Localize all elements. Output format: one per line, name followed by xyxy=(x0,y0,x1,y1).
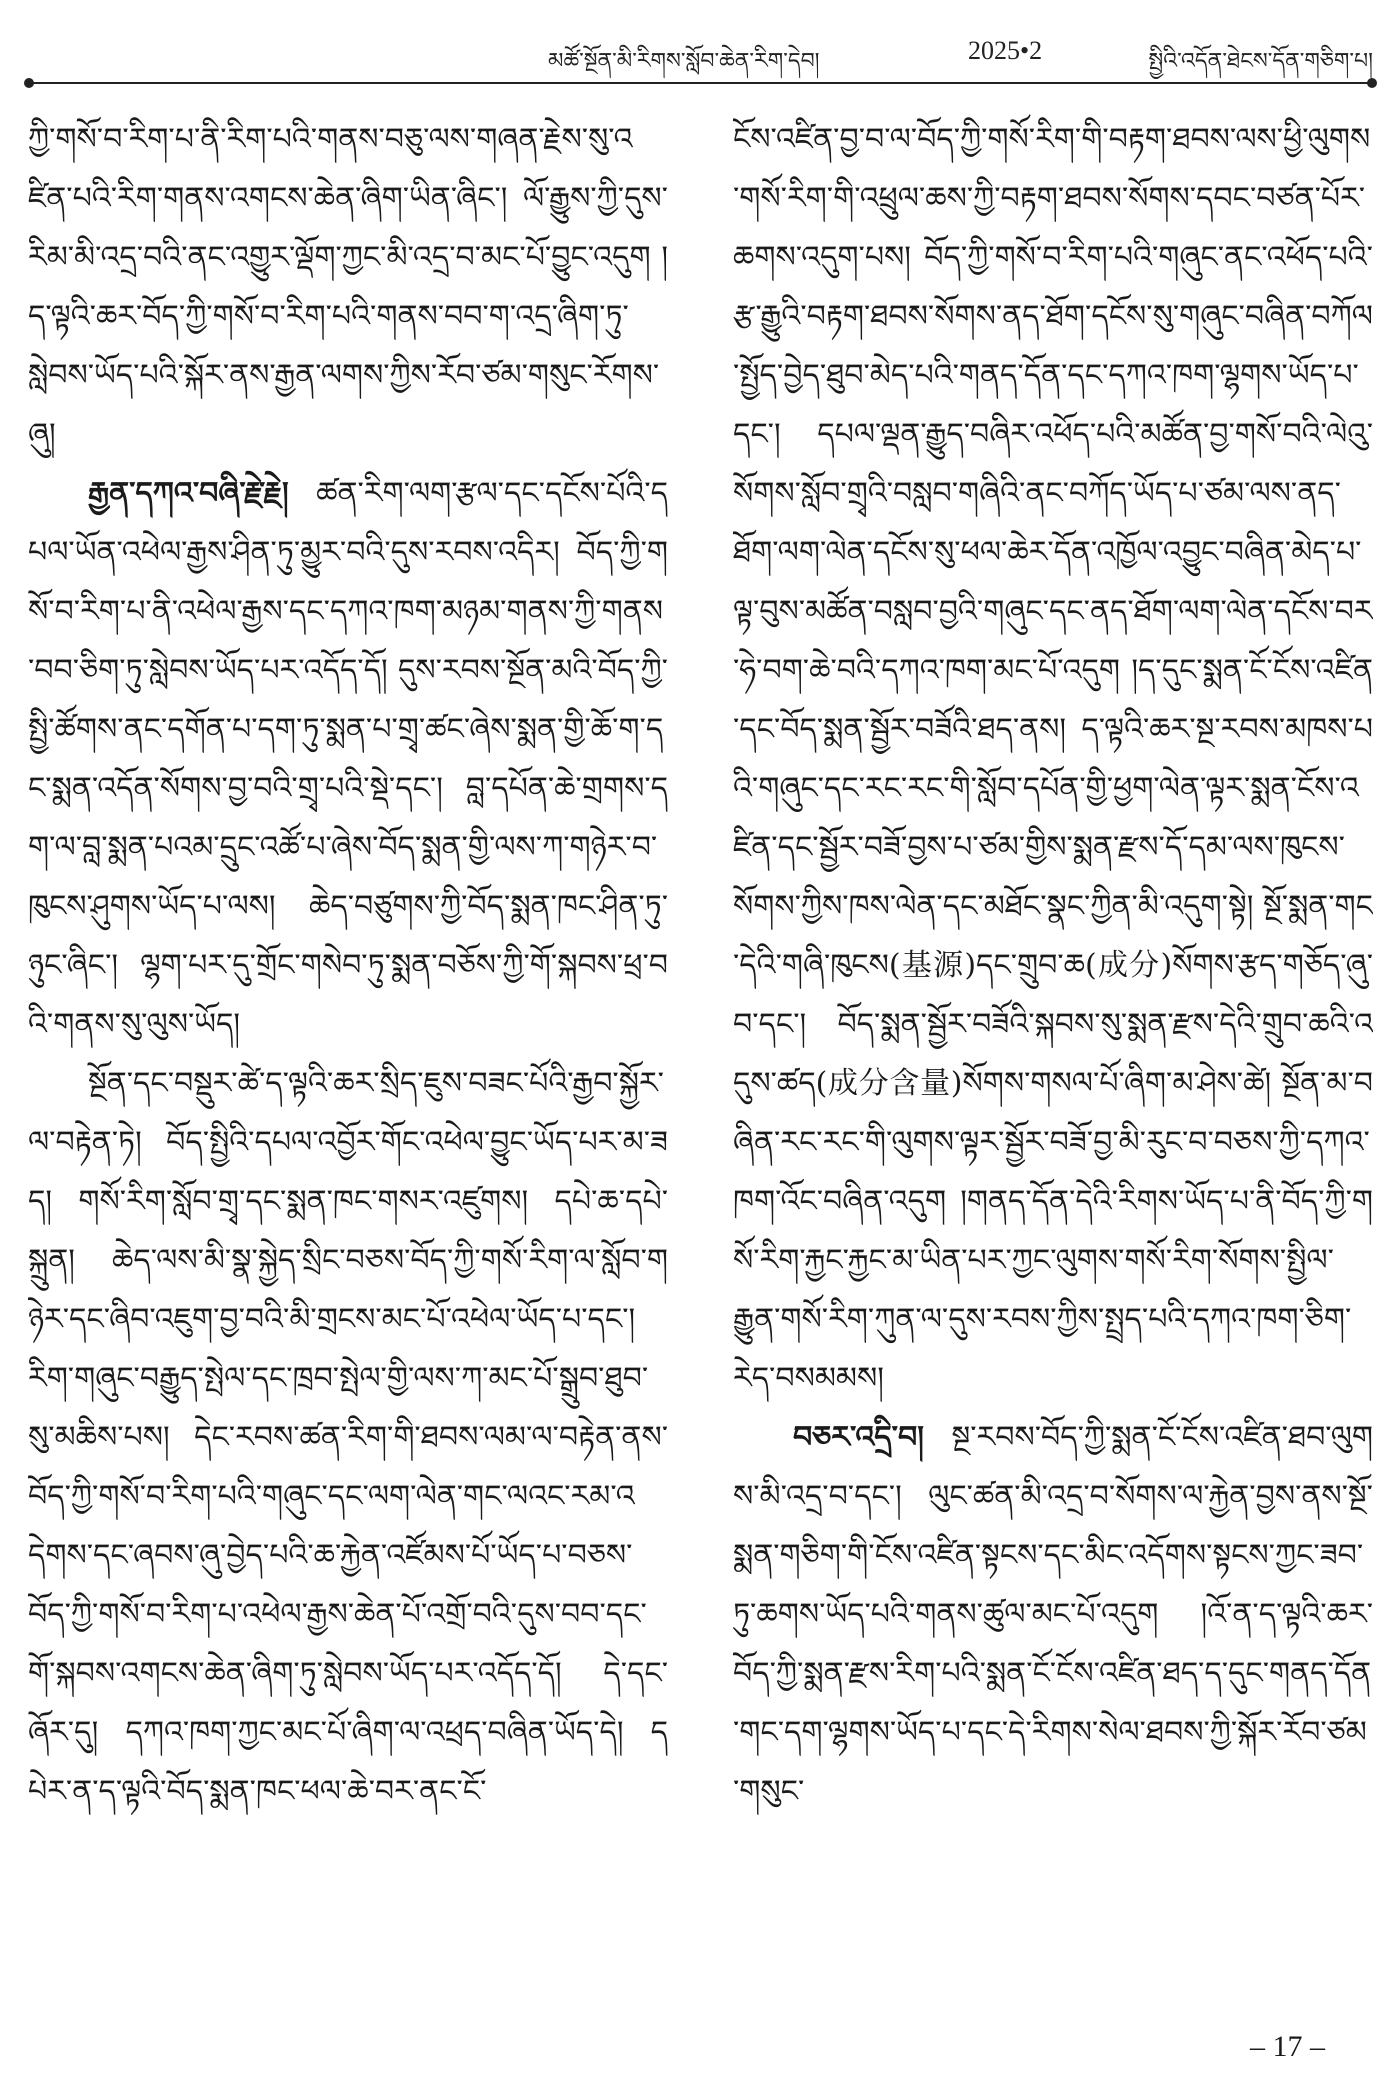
paragraph xyxy=(733,1408,1373,1821)
speaker-label: བཅར་འདྲི་བ། xyxy=(793,1420,924,1455)
paragraph-text: སྔ་རབས་བོད་ཀྱི་སྨན་ངོ་ངོས་འཛིན་ཐབ་ལུགས་མི་འདྲ་བ་དང་། ལུང་ཚན་མི་འདྲ་བ་སོགས་ལ་རྐྱེན་བྱས་ནས་སྔོ་སྨན་གཅིག་གི་ངོས་འཛིན་སྟངས་དང་མིང་འདོགས་སྟངས་ཀྱང་ཟབ་ཏུ་ཆགས་ཡོད་པའི་གནས་ཚུལ་མང་པོ་འདུག །འོ་ན་ད་ལྟའི་ཆར་བོད་ཀྱི་སྨན་རྫས་རིག་པའི་སྨན་ངོ་ངོས་འཛིན་ཐད་ད་དུང་གནད་དོན་གང་དག་ལྷགས་ཡོད་པ་དང་དེ་རིགས་སེལ་ཐབས་ཀྱི་སྐོར་རོབ་ཙམ་གསུང་ xyxy=(733,1420,1373,1809)
paragraph xyxy=(733,110,1373,1408)
paragraph-text: ཚན་རིག་ལག་རྩལ་དང་དངོས་པོའི་དཔལ་ཡོན་འཕེལ་རྒྱས་ཤིན་ཏུ་མྱུར་བའི་དུས་རབས་འདིར། བོད་ཀྱི་གསོ་བ་རིག་པ་ནི་འཕེལ་རྒྱས་དང་དཀའ་ཁག་མཉམ་གནས་ཀྱི་གནས་བབ་ཅིག་ཏུ་སླེབས་ཡོད་པར་འདོད་དོ། དུས་རབས་སྔོན་མའི་བོད་ཀྱི་སྤྱི་ཚོགས་ནང་དགོན་པ་དག་ཏུ་སྨན་པ་གྲྭ་ཚང་ཞེས་སྨན་གྱི་ཆོ་ག་དང་སྨན་འདོན་སོགས་བྱ་བའི་གྲྭ་པའི་སྡེ་དང་། བླ་དཔོན་ཆེ་གྲགས་དག་ལ་བླ་སྨན་པའམ་དྲུང་འཚོ་པ་ཞེས་བོད་སྨན་གྱི་ལས་ཀ་གཉེར་བ་ཁུངས་ཤུགས་ཡོད་པ་ལས། ཆེད་བཙུགས་ཀྱི་བོད་སྨན་ཁང་ཤིན་ཏུ་ཉུང་ཞིང་། ལྷག་པར་དུ་གྲོང་གསེབ་ཏུ་སྨན་བཅོས་ཀྱི་གོ་སྐབས་ཕྲ་བའི་གནས་སུ་ལུས་ཡོད། xyxy=(28,476,668,1042)
page-number: – 17 – xyxy=(1250,2030,1325,2063)
issue-number: 2025•2 xyxy=(968,36,1043,65)
header-rule xyxy=(28,82,1373,84)
journal-title: མཚོ་སྔོན་མི་རིགས་སློབ་ཆེན་རིག་དེབ། xyxy=(548,49,820,74)
paragraph-text: སྔོན་དང་བསྡུར་ཚེ་ད་ལྟའི་ཆར་སྲིད་ཇུས་བཟང་པོའི་རྒྱབ་སྐྱོར་ལ་བརྟེན་ཏེ། བོད་སྤྱིའི་དཔལ་འབྱོར་གོང་འཕེལ་བྱུང་ཡོད་པར་མ་ཟད། གསོ་རིག་སློབ་གྲྭ་དང་སྨན་ཁང་གསར་འཛུགས། དཔེ་ཆ་དཔེ་སྐྲུན། ཆེད་ལས་མི་སྣ་སྐྱེད་སྲིང་བཅས་བོད་ཀྱི་གསོ་རིག་ལ་སློབ་གཉེར་དང་ཞིབ་འཇུག་བྱ་བའི་མི་གྲངས་མང་པོ་འཕེལ་ཡོད་པ་དང་། རིག་གཞུང་བརྒྱུད་སྤེལ་དང་ཁྲབ་སྤེལ་གྱི་ལས་ཀ་མང་པོ་སྒྲུབ་ཐུབ་སུ་མཆིས་པས། དེང་རབས་ཚན་རིག་གི་ཐབས་ལམ་ལ་བརྟེན་ནས་བོད་ཀྱི་གསོ་བ་རིག་པའི་གཞུང་དང་ལག་ལེན་གང་ལའང་རམ་འདེགས་དང་ཞབས་ཞུ་བྱེད་པའི་ཆ་རྐྱེན་འཛོམས་པོ་ཡོད་པ་བཅས་བོད་ཀྱི་གསོ་བ་རིག་པ་འཕེལ་རྒྱས་ཆེན་པོ་འགྲོ་བའི་དུས་བབ་དང་གོ་སྐབས་འགངས་ཆེན་ཞིག་ཏུ་སླེབས་ཡོད་པར་འདོད་དོ། དེ་དང་ཞོར་དུ། དཀའ་ཁག་ཀྱང་མང་པོ་ཞིག་ལ་འཕྲད་བཞིན་ཡོད་དེ། དཔེར་ན་ད་ལྟའི་བོད་སྨན་ཁང་ཕལ་ཆེ་བར་ནང་ངོ་ xyxy=(28,1066,668,1809)
paragraph xyxy=(28,110,668,464)
right-column xyxy=(733,110,1373,1990)
paragraph xyxy=(28,464,668,1054)
issue-serial: སྤྱིའི་འདོན་ཐེངས་དོན་གཅིག་པ། xyxy=(1148,49,1373,74)
speaker-label: རྒྱན་དཀའ་བཞི་རྗེ་རྗེ། xyxy=(88,476,289,511)
running-header xyxy=(28,30,1373,74)
left-column xyxy=(28,110,668,1990)
paragraph xyxy=(28,1054,668,1821)
paragraph-text: ངོས་འཛིན་བྱ་བ་ལ་བོད་ཀྱི་གསོ་རིག་གི་བརྟག་ཐབས་ལས་ཕྱི་ལུགས་གསོ་རིག་གི་འཕྲུལ་ཆས་ཀྱི་བརྟག་ཐབས་སོགས་དབང་བཙན་པོར་ཆགས་འདུག་པས། བོད་ཀྱི་གསོ་བ་རིག་པའི་གཞུང་ནང་འཕོད་པའི་རྩ་རྒྱུའི་བརྟག་ཐབས་སོགས་ནད་ཐོག་དངོས་སུ་གཞུང་བཞིན་བཀོལ་སྤྱོད་བྱེད་ཐུབ་མེད་པའི་གནད་དོན་དང་དཀའ་ཁག་ལྷགས་ཡོད་པ་དང་། དཔལ་ལྡན་རྒྱུད་བཞིར་འཕོད་པའི་མཚོན་བྱ་གསོ་བའི་ལེའུ་སོགས་སློབ་གྲྭའི་བསླབ་གཞིའི་ནང་བཀོད་ཡོད་པ་ཙམ་ལས་ནད་ཐོག་ལག་ལེན་དངོས་སུ་ཕལ་ཆེར་དོན་འཁྱོལ་འབྱུང་བཞིན་མེད་པ་ལྟ་བུས་མཚོན་བསླབ་བྱའི་གཞུང་དང་ནད་ཐོག་ལག་ལེན་དངོས་བར་ཧེ་བག་ཆེ་བའི་དཀའ་ཁག་མང་པོ་འདུག །ད་དུང་སྨན་ངོ་ངོས་འཛིན་དང་བོད་སྨན་སྦྱོར་བཟོའི་ཐད་ནས། ད་ལྟའི་ཆར་སྔ་རབས་མཁས་པའི་གཞུང་དང་རང་རང་གི་སློབ་དཔོན་གྱི་ཕྱག་ལེན་ལྟར་སྨན་ངོས་འཛིན་དང་སྦྱོར་བཟོ་བྱས་པ་ཙམ་གྱིས་སྨན་རྫས་དོ་དམ་ལས་ཁུངས་སོགས་ཀྱིས་ཁས་ལེན་དང་མཐོང་སྣང་ཀྱིན་མི་འདུག་སྟེ། སྔོ་སྨན་གང་དེའི་གཞི་ཁུངས(基源)དང་གྲུབ་ཆ(成分)སོགས་རྩད་གཅོད་ཞུ་བ་དང་། བོད་སྨན་སྦྱོར་བཟོའི་སྐབས་སུ་སྨན་རྫས་དེའི་གྲུབ་ཆའི་འདུས་ཚད(成分含量)སོགས་གསལ་པོ་ཞིག་མ་ཤེས་ཚེ། སྔོན་མ་བཞིན་རང་རང་གི་ལུགས་ལྟར་སྦྱོར་བཟོ་བྱ་མི་རུང་བ་བཅས་ཀྱི་དཀའ་ཁག་འོང་བཞིན་འདུག །གནད་དོན་དེའི་རིགས་ཡོད་པ་ནི་བོད་ཀྱི་གསོ་རིག་རྐྱང་རྐྱང་མ་ཡིན་པར་ཀྱང་ལུགས་གསོ་རིག་སོགས་སྤྱིལ་རྒྱུན་གསོ་རིག་ཀུན་ལ་དུས་རབས་ཀྱིས་སྤྲད་པའི་དཀའ་ཁག་ཅིག་རེད་བསམམས། xyxy=(733,122,1373,1396)
paragraph-text: ཀྱི་གསོ་བ་རིག་པ་ནི་རིག་པའི་གནས་བཅུ་ལས་གཞན་རྗེས་སུ་འཛིན་པའི་རིག་གནས་འགངས་ཆེན་ཞིག་ཡིན་ཞིང་། ལོ་རྒྱུས་ཀྱི་དུས་རིམ་མི་འདྲ་བའི་ནང་འགྱུར་ལྡོག་ཀྱང་མི་འདྲ་བ་མང་པོ་བྱུང་འདུག །ད་ལྟའི་ཆར་བོད་ཀྱི་གསོ་བ་རིག་པའི་གནས་བབ་ག་འདྲ་ཞིག་ཏུ་སླེབས་ཡོད་པའི་སྐོར་ནས་རྒྱན་ལགས་ཀྱིས་རོབ་ཙམ་གསུང་རོགས་ཞུ། xyxy=(28,122,668,452)
